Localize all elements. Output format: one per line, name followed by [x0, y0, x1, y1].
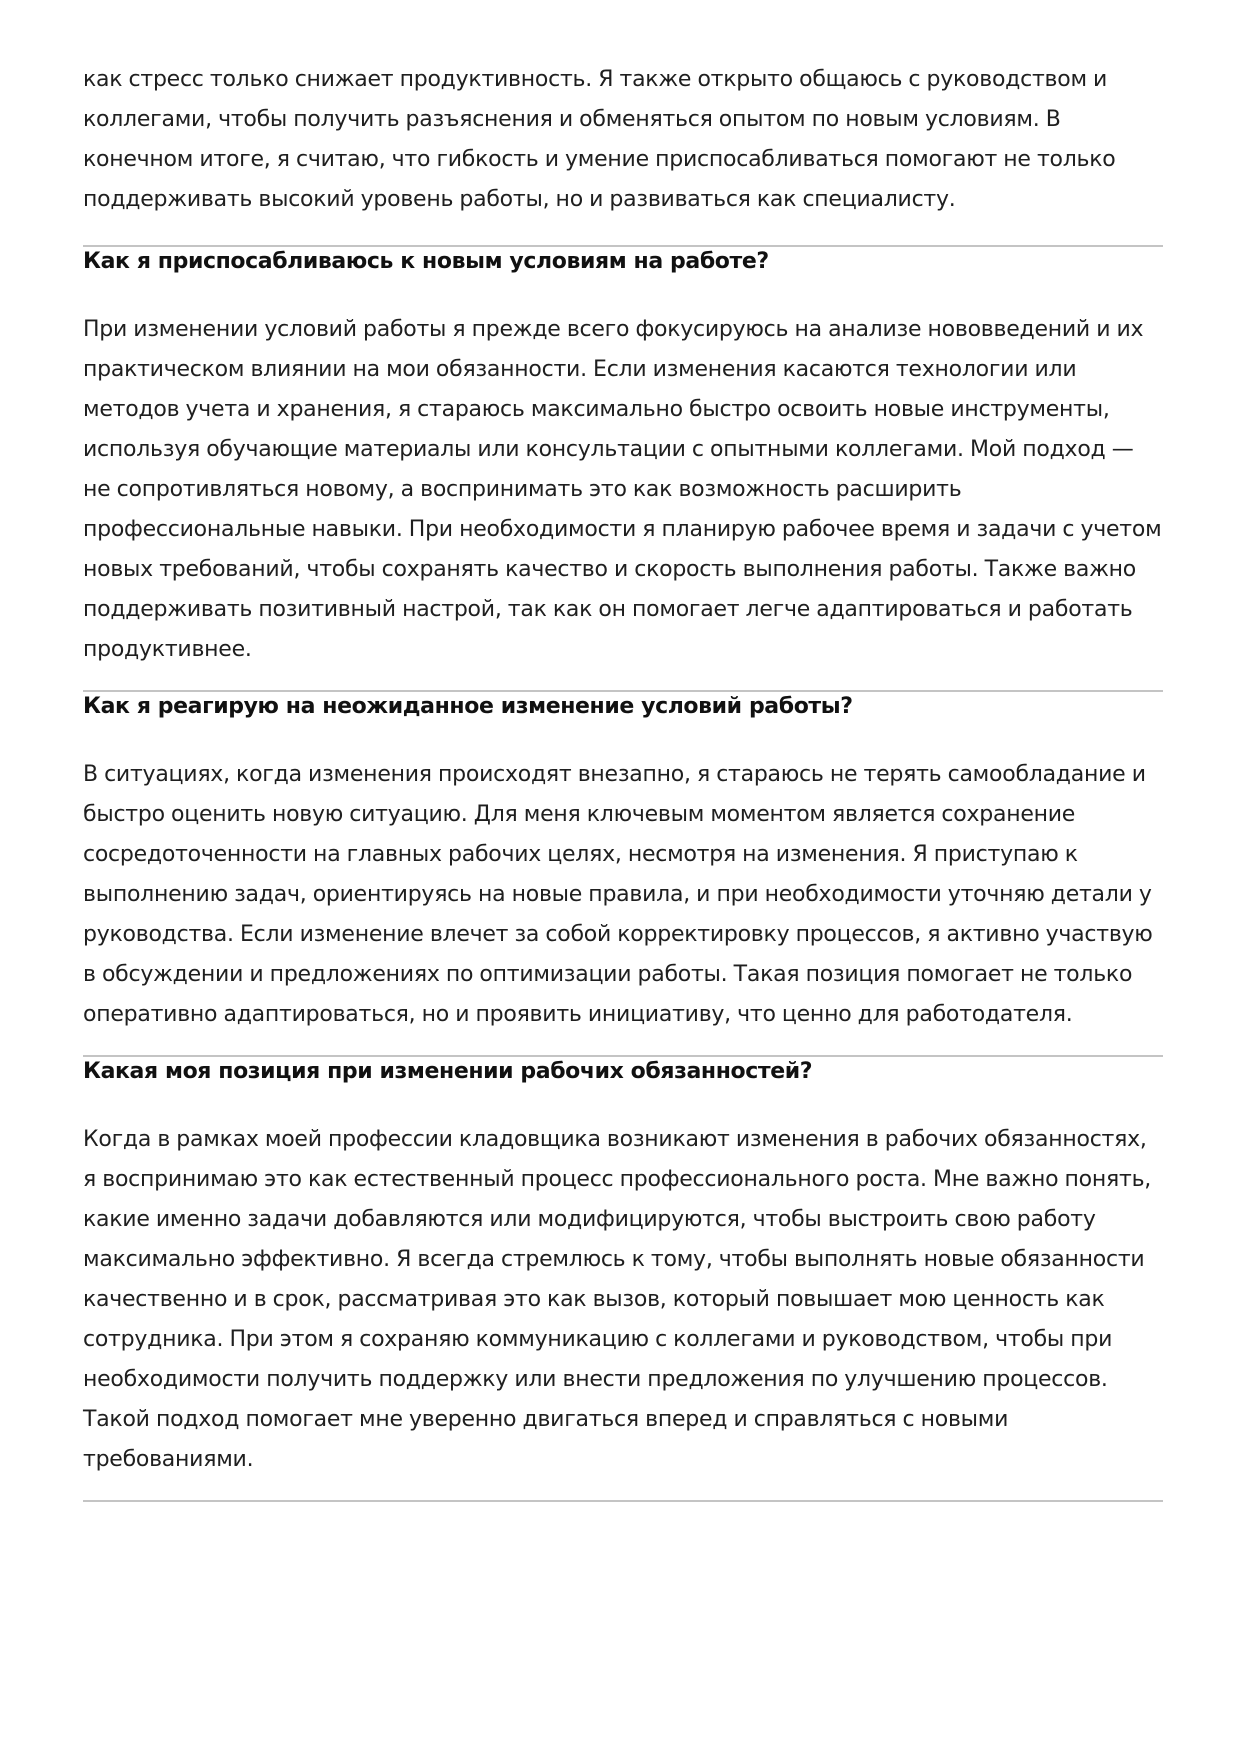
section-heading: Как я реагирую на неожиданное изменение условий работы? — [83, 694, 853, 719]
section-heading: Как я приспосабливаюсь к новым условиям на работе? — [83, 249, 769, 274]
section-body: При изменении условий работы я прежде всего фокусируюсь на анализе нововведений и их практическом влиянии на мои обязанности. Если изменения касаются технологии или методов учета и хранения, я стараюсь максимально быстро освоить новые инструменты, используя обучающие материалы или консультации с опытными коллегами. Мой подход — не сопротивляться новому, а воспринимать это как возможность расширить профессиональные навыки. При необходимости я планирую рабочее время и задачи с учетом новых требований, чтобы сохранять качество и скорость выполнения работы. Также важно поддерживать позитивный настрой, так как он помогает легче адаптироваться и работать продуктивнее. — [83, 317, 1162, 662]
section-duties-change — [83, 1057, 1163, 1502]
section-body: Когда в рамках моей профессии кладовщика возникают изменения в рабочих обязанностях, я воспринимаю это как естественный процесс профессионального роста. Мне важно понять, какие именно задачи добавляются или модифицируются, чтобы выстроить свою работу максимально эффективно. Я всегда стремлюсь к тому, чтобы выполнять новые обязанности качественно и в срок, рассматривая это как вызов, который повышает мою ценность как сотрудника. При этом я сохраняю коммуникацию с коллегами и руководством, чтобы при необходимости получить поддержку или внести предложения по улучшению процессов. Такой подход помогает мне уверенно двигаться вперед и справляться с новыми требованиями. — [83, 1127, 1152, 1472]
section-adapting — [83, 247, 1163, 692]
section-unexpected-change — [83, 692, 1163, 1057]
intro-paragraph: как стресс только снижает продуктивность. Я также открыто общаюсь с руководством и коллегами, чтобы получить разъяснения и обменяться опытом по новым условиям. В конечном итоге, я считаю, что гибкость и умение приспосабливаться помогают не только поддерживать высокий уровень работы, но и развиваться как специалисту. — [83, 67, 1116, 212]
section-divider — [83, 1500, 1163, 1502]
section-heading: Какая моя позиция при изменении рабочих обязанностей? — [83, 1059, 813, 1084]
document-page — [83, 60, 1163, 1502]
section-body: В ситуациях, когда изменения происходят внезапно, я стараюсь не терять самообладание и быстро оценить новую ситуацию. Для меня ключевым моментом является сохранение сосредоточенности на главных рабочих целях, несмотря на изменения. Я приступаю к выполнению задач, ориентируясь на новые правила, и при необходимости уточняю детали у руководства. Если изменение влечет за собой корректировку процессов, я активно участвую в обсуждении и предложениях по оптимизации работы. Такая позиция помогает не только оперативно адаптироваться, но и проявить инициативу, что ценно для работодателя. — [83, 762, 1153, 1027]
